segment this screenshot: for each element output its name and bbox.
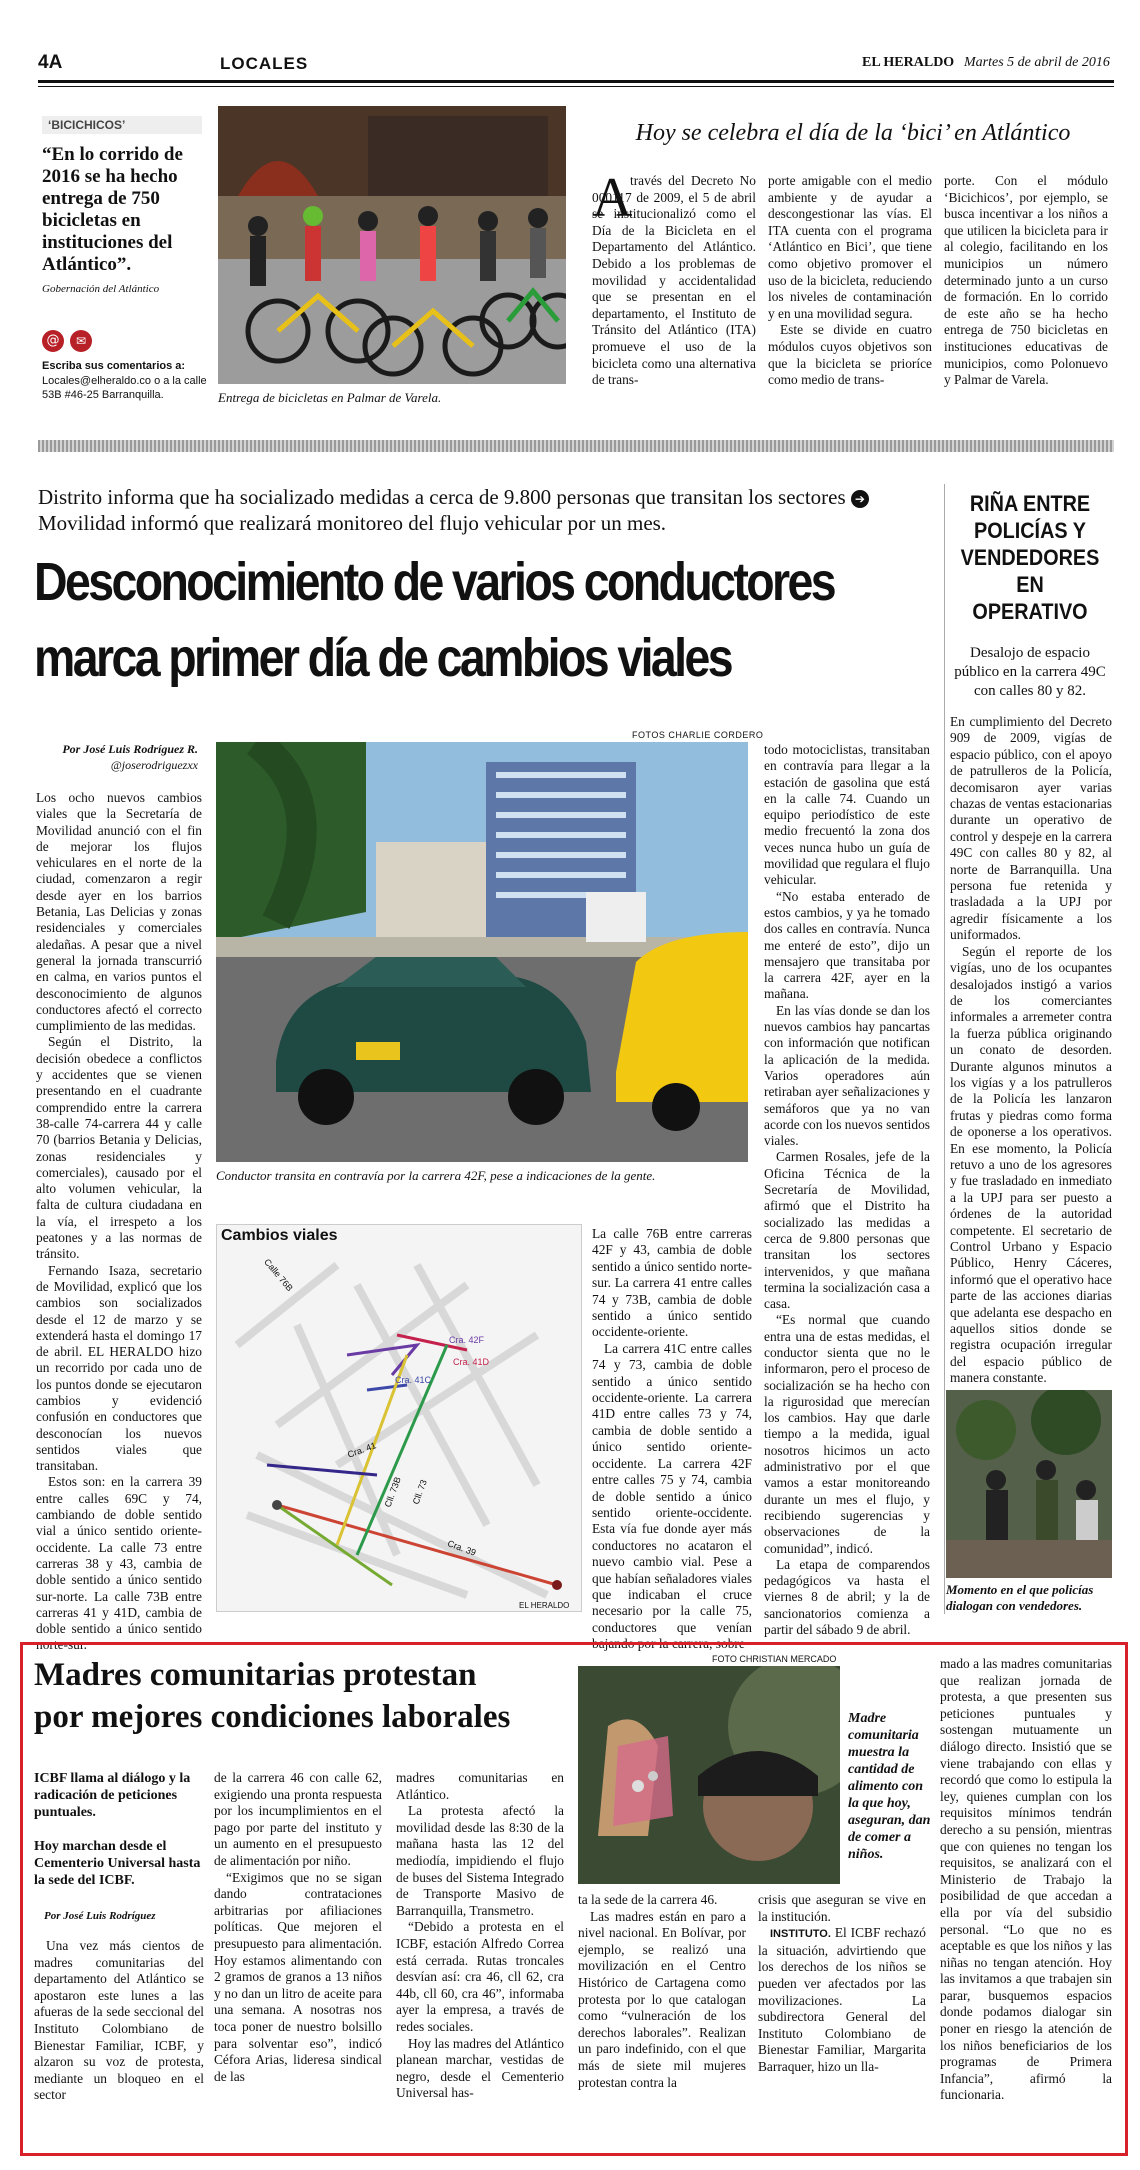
pull-quote: “En lo corrido de 2016 se ha hecho entrega de 750 bicicletas en instituciones del Atlántico”.: [42, 144, 183, 275]
bici-col-3: porte. Con el módulo ‘Bicichicos’, por ejemplo, se busca incentivar a los niños a que utilicen la bicicleta para ir al colegio, facilitando en los municipios un número determinado junto a un curso de formación. En lo corrido de este año se ha hecho entrega de 750 bicicletas en instituciones educativas de municipios, como Polonuevo y Palmar de Varela.: [944, 173, 1108, 388]
contact-lead: Escriba sus comentarios a:: [42, 360, 186, 372]
madres-col-4: ta la sede de la carrera 46. Las madres están en paro a nivel nacional. En Bolívar, por ejemplo, se realizó una movilización en el Centro Histórico de Cartagena como protesta por lo que catalogan como “vulneración de los derechos laborales”. Realizan un paro indefinido, con el que más de siete mil mujeres protestan contra la: [578, 1892, 746, 2090]
madres-headline-2: por mejores condiciones laborales: [34, 1699, 511, 1735]
madres-col-2: de la carrera 46 con calle 62, exigiendo una pronta respuesta por los incumplimientos en el pago por parte del instituto y un aumento en el presupuesto de alimentación por niño. “Exigimos que no se sigan dando contrataciones arbitrarias por afiliaciones políticas. Que mejoren el presupuesto para alimentación. Hoy estamos alimentando con 2 gramos de granos a 13 niños y no dan un litro de aceite para una semana. A nosotras nos toca poner de nuestro bolsillo para solventar eso”, indicó Céfora Arias, lideresa sindical de las: [214, 1770, 382, 2084]
map-title: Cambios viales: [221, 1227, 338, 1244]
map-label: Cra. 41: [346, 1440, 378, 1460]
map-label: Cra. 41D: [453, 1357, 490, 1367]
traffic-photo-art: [216, 742, 748, 1162]
main-col-3: todo motociclistas, transitaban en contravía para llegar a la estación de gasolina que está en la calle 74. Cuando un equipo periodístico de este medio frecuentó la zona dos veces nunca hubo un guía de movilidad que regulara el flujo vehicular. “No estaba enterado de estos cambios, y ya he tomado dos calles en contravía. Nunca me enteré de esto”, dijo un mensajero que transitaba por la carrera 42F, ayer en la mañana. En las vías donde se dan los nuevos cambios hay pancartas con información que notifican la aplicación de la medida. Varios operadores aún retiraban ayer señalizaciones y semáforos que ya no van acorde con los nuevos sentidos viales. Carmen Rosales, jefe de la Oficina Técnica de la Secretaría de Movilidad, afirmó que el Distrito ha socializado las medidas a cerca de 9.800 personas que transitan los sectores intervenidos, y que mañana termina la socialización casa a casa. “Es normal que cuando entra una de estas medidas, el conductor sienta que no le informaron, pero el proceso de socialización se ha hecho con la rigurosidad que merecían los cambios. Hay que darle tiempo a la medida, igual nosotros hicimos un acto administrativo por el que vamos a estar monitoreando durante un mes el flujo, y recibiendo sugerencias y observaciones de la comunidad”, indicó. La etapa de comparendos pedagógicos va hasta el viernes 8 de abril; y la de sancionatorios comienza a partir del sábado 9 de abril.: [764, 742, 930, 1638]
newspaper-name: EL HERALDO: [862, 55, 955, 70]
photo-credit: FOTOS CHARLIE CORDERO: [632, 730, 764, 740]
main-col-1: Los ocho nuevos cambios viales que la Secretaría de Movilidad anunció con el fin de mejorar los flujos vehiculares en el norte de la ciudad, comenzaron a regir desde ayer en los barrios Betania, Las Delicias y zonas residenciales y comerciales aledañas. A pesar que a nivel general la jornada transcurrió en calma, en varios puntos el desconocimiento de algunos conductores afectó el correcto cumplimiento de las medidas. Según el Distrito, la decisión obedece a conflictos y accidentes que se vienen presentando en el cuadrante comprendido entre la carrera 38-calle 74-carrera 44 y calle 70 (barrios Betania y Delicias, zonas residenciales y comerciales), causado por el alto volumen vehicular, la falta de cultura ciudadana en la vía, el irrespeto a los peatones y a las normas de tránsito. Fernando Isaza, secretario de Movilidad, explicó que los cambios son socializados desde el 12 de marzo y se extenderá hasta el domingo 17 de abril. EL HERALDO hizo un recorrido por cada uno de los puntos donde se ejecutaron cambios y evidenció confusión en conductores que desconocían los nuevos sentidos viales que transitaban. Estos son: en la carrera 39 entre calles 69C y 74, cambiando de doble sentido vial a único sentido oriente-occidente. La calle 73 entre carreras 38 y 43, cambia de doble sentido a único sentido sur-norte. La calle 73B entre carreras 41 y 41D, cambia de doble sentido a único sentido norte-sur.: [36, 790, 202, 1653]
traffic-map: [216, 1224, 582, 1612]
bici-col-2: porte amigable con el medio ambiente y de ayudar a descongestionar las vías. El ITA cuenta con el programa ‘Atlántico en Bici’, que tiene como objetivo promover el uso de la bicicleta, reduciendo los niveles de contaminación y en una movilidad segura. Este se divide en cuatro módulos cuyos objetivos son que la bicicleta se prioríce como medio de trans-: [768, 173, 932, 388]
drop-cap: A: [592, 167, 633, 229]
traffic-photo-caption: Conductor transita en contravía por la carrera 42F, pese a indicaciones de la gente.: [216, 1168, 656, 1183]
main-handle: @joserodriguezxx: [110, 758, 198, 772]
map-credit: EL HERALDO: [519, 1601, 570, 1610]
main-headline-2: marca primer día de cambios viales: [34, 628, 732, 688]
map-label: Cll. 73: [410, 1478, 429, 1506]
email-icon[interactable]: @: [42, 330, 64, 352]
side-rule: [944, 484, 945, 1614]
side-deck: Desalojo de espacio público en la carrera 49C con calles 80 y 82.: [954, 645, 1106, 699]
map-label: Cra. 39: [446, 1538, 478, 1558]
madres-col-3: madres comunitarias en Atlántico. La protesta afectó la movilidad desde las 8:30 de la mañana hasta las 12 del mediodía, impidiendo el flujo de buses del Sistema Integrado de Transporte Masivo de Barranquilla, Transmetro. “Debido a protesta en el ICBF, estación Alfredo Correa está cerrada. Rutas troncales desvían así: cra 46, cll 62, cra 44b, cll 60, cra 46”, informaba ayer la empresa, a través de redes sociales. Hoy las madres del Atlántico planean marchar, vestidas de negro, desde el Cementerio Universal has-: [396, 1770, 564, 2101]
map-label: Cll. 73B: [382, 1475, 403, 1509]
bicycle-photo-art: [218, 106, 566, 384]
map-label: Cra. 42F: [449, 1335, 485, 1345]
quote-source: Gobernación del Atlántico: [42, 283, 160, 295]
main-col-2: La calle 76B entre carreras 42F y 43, cambia de doble sentido a único sentido norte-sur. La carrera 41 entre calles 74 y 73B, cambia de doble sentido a único sentido occidente-oriente. La carrera 41C entre calles 74 y 73, cambia de doble sentido a único sentido occidente-oriente. La carrera 41D entre calles 73 y 74, cambia de doble sentido a único sentido oriente-occidente. La carrera 42F entre calles 75 y 74, cambia de doble sentido a único sentido oriente-occidente. Esta vía fue donde ayer más conductores no acataron el nuevo cambio vial. Pese a que habían señaladores viales que indicaban el cruce necesario por la calle 75, conductores que venían bajando por la carrera, sobre: [592, 1226, 752, 1652]
envelope-icon[interactable]: ✉: [70, 330, 92, 352]
bici-col-1: través del Decreto No 000117 de 2009, el 5 de abril se institucionalizó como el Día de la Bicicleta en el Departamento del Atlántico. Debido a los problemas de movilidad y accidentalidad que se presentan en el departamento, el Instituto de Tránsito del Atlántico (ITA) promueve el uso de la bicicleta como una alternativa de trans-: [592, 173, 756, 388]
main-deck: Distrito informa que ha socializado medidas a cerca de 9.800 personas que transitan los sectores ➔ Movilidad informó que realizará monitoreo del flujo vehicular por un mes.: [38, 484, 938, 536]
bici-title: Hoy se celebra el día de la ‘bici’ en Atlántico: [635, 120, 1071, 146]
police-photo-art: [946, 1390, 1112, 1578]
madres-col-5: crisis que aseguran se vive en la institución. INSTITUTO. El ICBF rechazó la situación, advirtiendo que los derechos de los niños se pueden ver afectados por las movilizaciones. La subdirectora General del Instituto Colombiano de Bienestar Familiar, Margarita Barraquer, hizo un lla-: [758, 1892, 926, 2074]
madres-photo-art: [578, 1666, 840, 1884]
madres-photo-caption: Madre comunitaria muestra la cantidad de alimento con la que hoy, aseguran, dan de comer a niños.: [848, 1711, 931, 1862]
traffic-photo: [216, 742, 748, 1162]
side-body: En cumplimiento del Decreto 909 de 2009, vigías de espacio público, con el apoyo de patrulleros de la Policía, decomisaron ayer varias chazas de ventas estacionarias durante un operativo de control y despeje en la carrera 49C con calles 80 y 82, al norte de Barranquilla. Una persona fue retenida y trasladada a la UPJ por agredir físicamente a los uniformados. Según el reporte de los vigías, uno de los ocupantes desalojados instigó a varios de los comerciantes informales a arremeter contra la fuerza pública originando un conato de desorden. Durante algunos minutos a los vigías y a los patrulleros de la Policía les lanzaron frutas y piedras como forma de oponerse a los operativos. En ese momento, la Policía retuvo a uno de los agresores y fue trasladado en inmediato a la UPJ para ser puesto a órdenes de la autoridad competente. El secretario de Control Urbano y Espacio Público, Henry Cáceres, informó que el operativo hace parte de las acciones diarias que adelanta ese despacho en aquellos sitios donde se registra ocupación irregular del espacio público de manera constante.: [950, 714, 1112, 1386]
madres-col-6: mado a las madres comunitarias que realizan jornada de protesta, a que presenten sus peticiones puntuales y sostengan mutuamente un diálogo directo. Insistió que se viene trabajando con ellas y recordó que como lo estipula la ley, quienes cumplan con los requisitos mínimos tendrán derecho a su pensión, mientras que con quienes no tengan los requisitos, se analizará con el Ministerio de Trabajo la posibilidad de que accedan a ella por vía del subsidio personal. “Lo que no es aceptable es que los niños y las niñas no tengan atención. Hoy las invitamos a que trabajen sin parar, busquemos espacios donde podamos dialogar sin poner en riesgo la atención de los niños beneficiarios de los programas de Primera Infancia”, afirmó la funcionaria.: [940, 1656, 1112, 2103]
map-label: Cra. 41C: [395, 1375, 432, 1385]
madres-byline: Por José Luis Rodríguez: [44, 1910, 156, 1922]
arrow-icon: ➔: [851, 490, 869, 508]
kicker: ‘BICICHICOS’: [42, 116, 202, 134]
police-photo: [946, 1390, 1112, 1578]
madres-col-1: Una vez más cientos de madres comunitarias del departamento del Atlántico se apostaron este lunes a las afueras de la sede seccional del Instituto Colombiano de Bienestar Familiar, ICBF, y alzaron su voz de protesta, mediante un bloqueo en el sector: [34, 1938, 204, 2103]
issue-date: Martes 5 de abril de 2016: [964, 55, 1110, 70]
header-rule-thin: [38, 86, 1114, 87]
section-divider: [38, 440, 1114, 452]
madres-photo: [578, 1666, 840, 1884]
main-headline-1: Desconocimiento de varios conductores: [34, 552, 835, 612]
madres-deck-1: ICBF llama al diálogo y la radicación de peticiones puntuales.: [34, 1771, 191, 1820]
police-photo-caption: Momento en el que policías dialogan con vendedores.: [946, 1582, 1094, 1613]
madres-headline-1: Madres comunitarias protestan: [34, 1657, 477, 1693]
bicycle-photo: [218, 106, 566, 384]
side-headline: RIÑA ENTRE POLICÍAS Y VENDEDORES EN OPERATIVO: [960, 491, 1100, 624]
madres-photo-credit: FOTO CHRISTIAN MERCADO: [712, 1654, 837, 1664]
section-name: LOCALES: [220, 54, 309, 73]
bicycle-photo-caption: Entrega de bicicletas en Palmar de Varela.: [218, 390, 442, 405]
map-label: Calle 76B: [262, 1256, 295, 1294]
page-number: 4A: [38, 52, 63, 73]
header-rule: [38, 80, 1114, 83]
map-art: [217, 1225, 583, 1613]
main-byline: Por José Luis Rodríguez R.: [62, 742, 198, 756]
contact-text: Locales@elheraldo.co o a la calle 53B #46-25 Barranquilla.: [42, 375, 207, 401]
madres-deck-2: Hoy marchan desde el Cementerio Universal hasta la sede del ICBF.: [34, 1839, 201, 1888]
